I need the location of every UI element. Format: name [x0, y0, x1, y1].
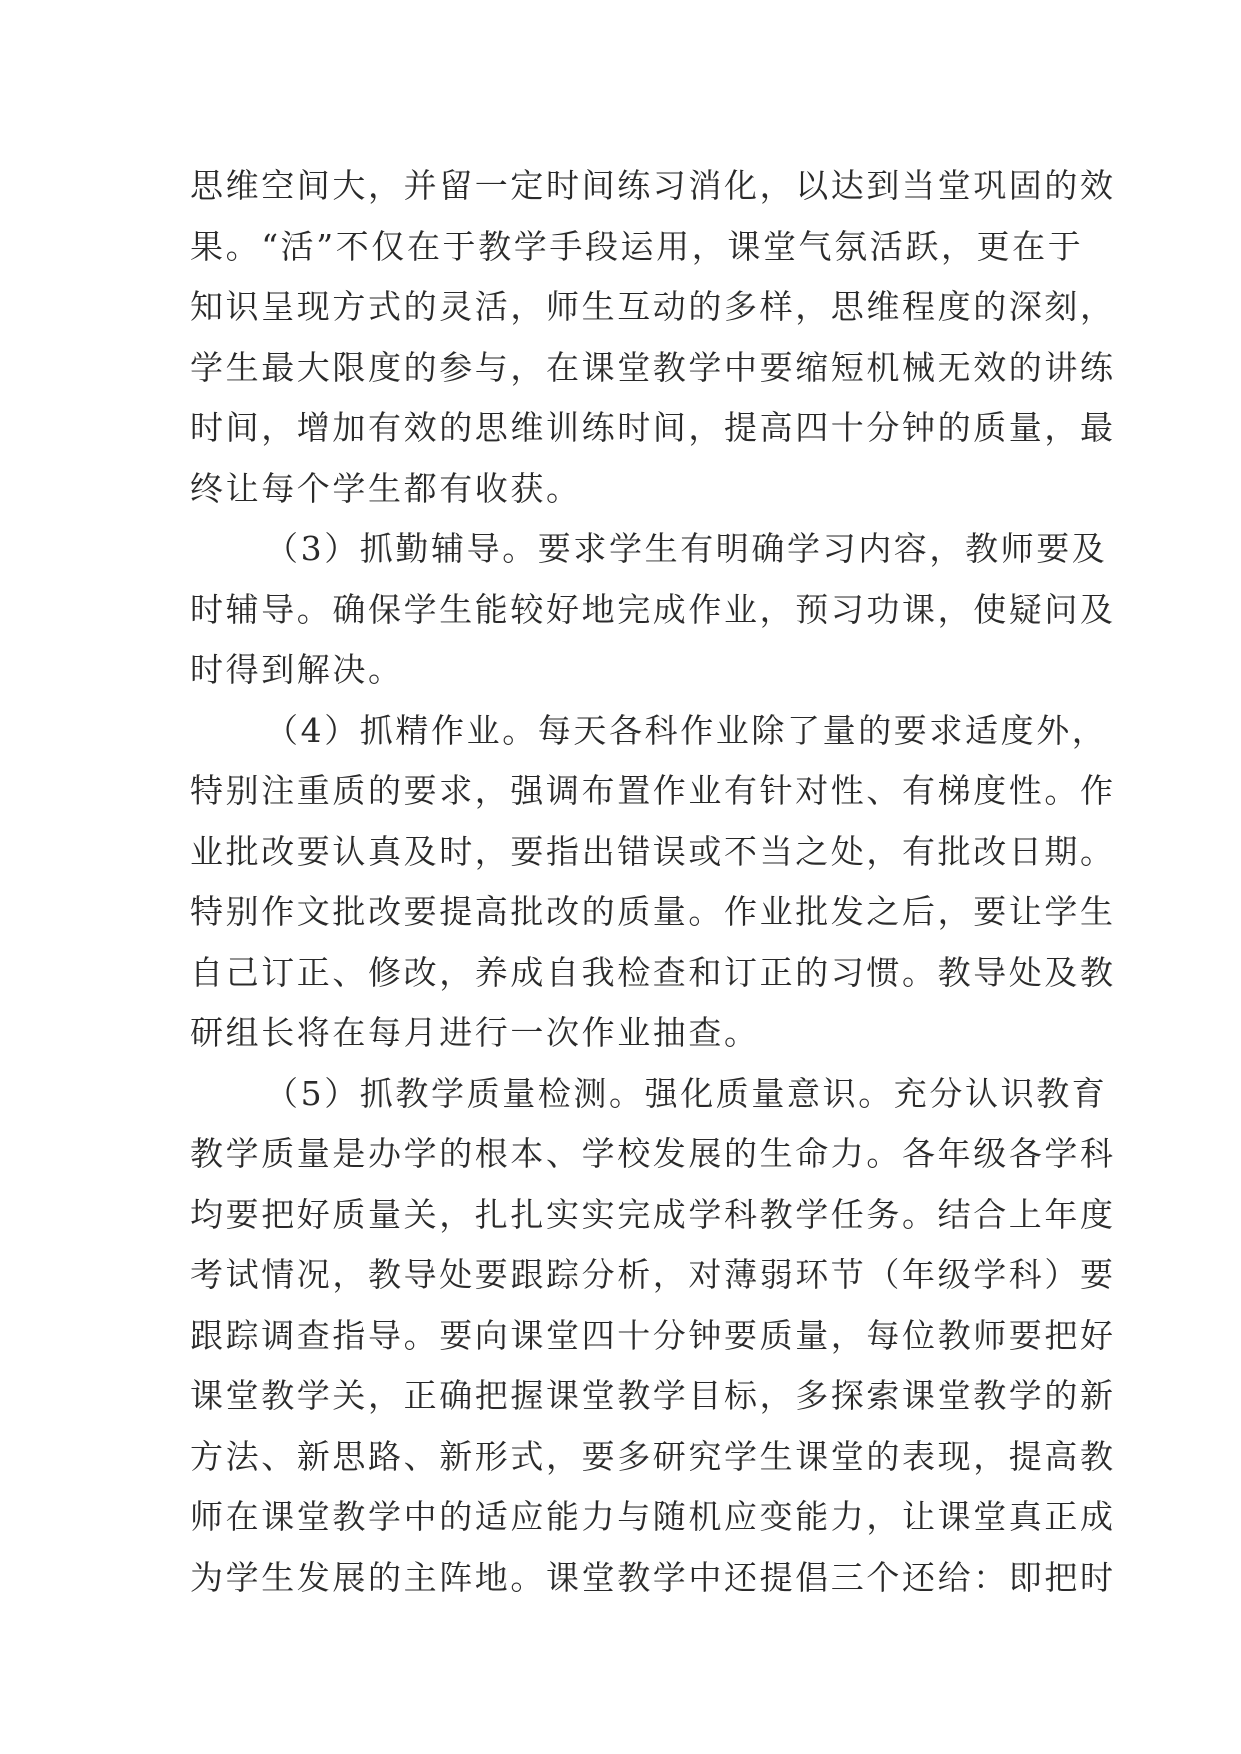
text-line: 教学质量是办学的根本、学校发展的生命力。各年级各学科	[190, 1134, 1116, 1173]
text-line: 方法、新思路、新形式，要多研究学生课堂的表现，提高教	[190, 1436, 1116, 1476]
text-line: 思维空间大，并留一定时间练习消化，以达到当堂巩固的效	[190, 166, 1116, 205]
text-line: 知识呈现方式的灵活，师生互动的多样，思维程度的深刻，	[190, 287, 1116, 326]
text-line: 研组长将在每月进行一次作业抽查。	[190, 1013, 760, 1052]
text-line: 跟踪调查指导。要向课堂四十分钟要质量，每位教师要把好	[190, 1315, 1116, 1355]
text-line: 为学生发展的主阵地。课堂教学中还提倡三个还给：即把时	[190, 1557, 1116, 1597]
paragraph-5-first-line: （5）抓教学质量检测。强化质量意识。充分认识教育	[265, 1073, 1108, 1113]
paragraph-4-first-line: （4）抓精作业。每天各科作业除了量的要求适度外，	[265, 710, 1108, 750]
text-line: 特别注重质的要求，强调布置作业有针对性、有梯度性。作	[190, 771, 1116, 810]
text-line: 时得到解决。	[190, 650, 404, 689]
document-body	[190, 156, 1116, 1608]
text-line: 时间，增加有效的思维训练时间，提高四十分钟的质量，最	[190, 408, 1116, 447]
text-line: 学生最大限度的参与，在课堂教学中要缩短机械无效的讲练	[190, 347, 1116, 387]
paragraph-3-first-line: （3）抓勤辅导。要求学生有明确学习内容，教师要及	[265, 529, 1108, 568]
text-line: 业批改要认真及时，要指出错误或不当之处，有批改日期。	[190, 831, 1116, 871]
text-line: 特别作文批改要提高批改的质量。作业批发之后，要让学生	[190, 892, 1116, 931]
text-line: 终让每个学生都有收获。	[190, 468, 582, 508]
text-line: 时辅导。确保学生能较好地完成作业，预习功课，使疑问及	[190, 589, 1116, 629]
text-line: 自己订正、修改，养成自我检查和订正的习惯。教导处及教	[190, 952, 1116, 992]
text-line: 考试情况，教导处要跟踪分析，对薄弱环节（年级学科）要	[190, 1255, 1116, 1294]
text-line: 课堂教学关，正确把握课堂教学目标，多探索课堂教学的新	[190, 1376, 1116, 1415]
text-line: 果。“活”不仅在于教学手段运用，课堂气氛活跃，更在于	[190, 226, 1084, 266]
text-line: 均要把好质量关，扎扎实实完成学科教学任务。结合上年度	[190, 1194, 1116, 1234]
text-line: 师在课堂教学中的适应能力与随机应变能力，让课堂真正成	[190, 1497, 1116, 1536]
